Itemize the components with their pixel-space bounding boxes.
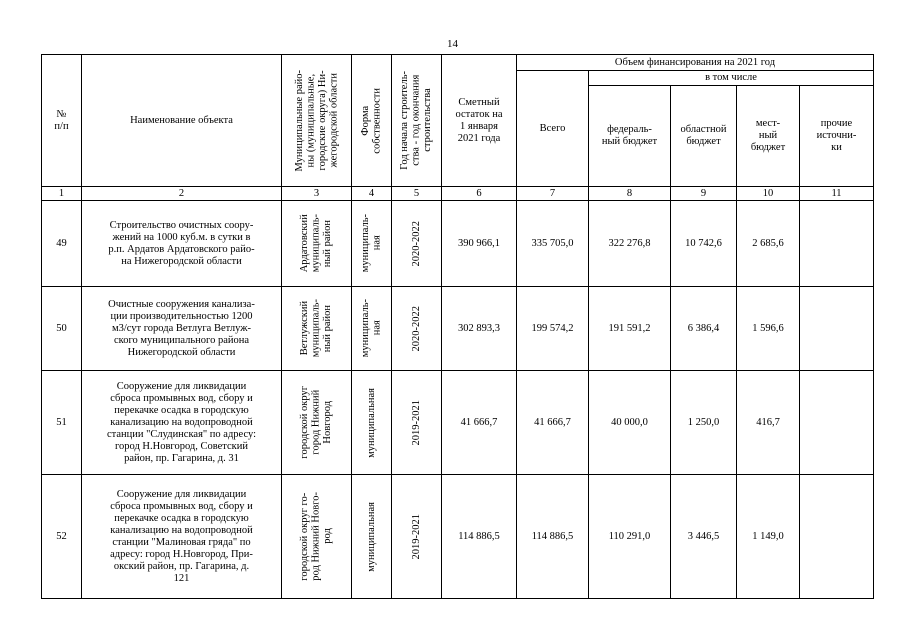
text-line: сброса промывных вод, сбору и	[110, 500, 253, 512]
text-line: 121	[173, 572, 190, 584]
text-line: город Н.Новгород, Советский	[114, 440, 249, 452]
district-cell	[282, 201, 352, 287]
text-line: ная	[371, 320, 383, 337]
text-line: Нижегородской области	[127, 346, 236, 358]
header-ownership	[352, 55, 392, 187]
column-number-9: 9	[671, 187, 737, 201]
years-cell	[392, 371, 442, 475]
text-line: Сооружение для ликвидации	[116, 488, 247, 500]
text-line: собственности	[371, 87, 383, 154]
object-name	[82, 475, 282, 599]
header-district	[282, 55, 352, 187]
text-line: ского муниципального района	[113, 334, 250, 346]
estimate-cell: 390 966,1	[442, 201, 517, 287]
ownership-cell	[352, 287, 392, 371]
district-cell	[282, 287, 352, 371]
column-number-11: 11	[800, 187, 874, 201]
total-cell: 199 574,2	[517, 287, 589, 371]
text-line: городской округ го-	[299, 492, 311, 581]
text-line: федераль-	[607, 124, 652, 135]
text-line: ства - год окончания	[410, 74, 422, 167]
text-line: станции "Слудинская" по адресу:	[106, 428, 257, 440]
column-number-2: 2	[82, 187, 282, 201]
text-line: ки	[831, 142, 842, 153]
text-line: Муниципальные райо-	[293, 69, 305, 172]
other-cell	[800, 371, 874, 475]
header-regional	[671, 86, 737, 187]
row-number: 49	[42, 201, 82, 287]
local-cell: 1 149,0	[737, 475, 800, 599]
object-name	[82, 287, 282, 371]
text-line: 2020-2022	[410, 305, 422, 352]
ownership-cell	[352, 475, 392, 599]
text-line: Строительство очистных соору-	[109, 219, 254, 231]
text-line: станции "Малиновая гряда" по	[112, 536, 251, 548]
column-number-8: 8	[589, 187, 671, 201]
text-line: Новгород	[322, 401, 334, 444]
text-line: 2019-2021	[410, 513, 422, 560]
column-number-7: 7	[517, 187, 589, 201]
text-line: Ветлужский	[299, 301, 311, 356]
ownership-cell	[352, 201, 392, 287]
district-cell	[282, 371, 352, 475]
text-line: адресу: город Н.Новгород, При-	[110, 548, 253, 560]
text-line: бюджет	[750, 142, 786, 153]
text-line: канализацию на водопроводной	[110, 524, 253, 536]
text-line: род	[322, 528, 334, 545]
text-line: остаток на	[455, 108, 503, 120]
text-line: ны (муниципальные,	[305, 73, 316, 168]
text-line: сброса промывных вод, сбору и	[110, 392, 253, 404]
column-number-5: 5	[392, 187, 442, 201]
text-line: городской округ	[299, 386, 311, 459]
text-line: ная	[371, 235, 383, 252]
text-line: м3/сут города Ветлуга Ветлуж-	[111, 322, 252, 334]
text-line: ный район	[322, 219, 334, 268]
text-line: перекачке осадка в городскую	[114, 512, 249, 524]
text-line: р.п. Ардатов Ардатовского райо-	[108, 243, 255, 255]
header-local	[737, 86, 800, 187]
object-financing-table	[41, 54, 874, 599]
text-line: ный	[758, 130, 778, 141]
object-name	[82, 201, 282, 287]
text-line: муниципаль-	[360, 214, 371, 273]
text-line: район, пр. Гагарина, д. 31	[124, 452, 239, 464]
text-line: п/п	[54, 120, 69, 132]
table-body	[42, 201, 874, 599]
text-line: Сметный	[458, 96, 500, 108]
years-cell	[392, 201, 442, 287]
row-number: 51	[42, 371, 82, 475]
total-cell: 114 886,5	[517, 475, 589, 599]
header-name: Наименование объекта	[82, 55, 282, 187]
text-line: 2020-2022	[410, 220, 422, 267]
text-line: 2021 года	[457, 132, 501, 144]
row-number: 50	[42, 287, 82, 371]
text-line: окский район, пр. Гагарина, д.	[113, 560, 250, 572]
other-cell	[800, 287, 874, 371]
local-cell: 416,7	[737, 371, 800, 475]
header-other	[800, 86, 874, 187]
text-line: источни-	[816, 130, 857, 141]
federal-cell: 322 276,8	[589, 201, 671, 287]
column-number-4: 4	[352, 187, 392, 201]
text-line: город Нижний	[310, 390, 322, 455]
ownership-cell	[352, 371, 392, 475]
regional-cell: 6 386,4	[671, 287, 737, 371]
page-number: 14	[447, 38, 458, 50]
text-line: муниципаль-	[310, 299, 322, 358]
header-estimate	[442, 55, 517, 187]
text-line: перекачке осадка в городскую	[114, 404, 249, 416]
other-cell	[800, 475, 874, 599]
header-funding-title: Объем финансирования на 2021 год	[517, 55, 874, 71]
text-line: городские округа) Ни-	[316, 70, 328, 171]
text-line: Год начала строитель-	[399, 71, 411, 170]
text-line: канализацию на водопроводной	[110, 416, 253, 428]
object-name	[82, 371, 282, 475]
text-line: Ардатовский	[299, 214, 311, 273]
column-number-6: 6	[442, 187, 517, 201]
text-line: род Нижний Новго-	[310, 492, 322, 581]
text-line: строительства	[422, 88, 434, 153]
header-years	[392, 55, 442, 187]
text-line: областной	[680, 124, 727, 135]
row-number: 52	[42, 475, 82, 599]
total-cell: 335 705,0	[517, 201, 589, 287]
text-line: Сооружение для ликвидации	[116, 380, 247, 392]
header-number	[42, 55, 82, 187]
table-row	[42, 201, 874, 287]
text-line: жегородской области	[328, 73, 339, 168]
text-line: Форма	[360, 105, 371, 136]
other-cell	[800, 201, 874, 287]
estimate-cell: 302 893,3	[442, 287, 517, 371]
text-line: муниципальная	[365, 501, 377, 572]
years-cell	[392, 287, 442, 371]
text-line: 1 января	[460, 120, 498, 132]
header-federal	[589, 86, 671, 187]
years-cell	[392, 475, 442, 599]
text-line: ный бюджет	[601, 136, 658, 147]
estimate-cell: 41 666,7	[442, 371, 517, 475]
text-line: на Нижегородской области	[121, 255, 242, 267]
district-cell	[282, 475, 352, 599]
column-number-3: 3	[282, 187, 352, 201]
regional-cell: 10 742,6	[671, 201, 737, 287]
text-line: муниципаль-	[360, 299, 371, 358]
header-total: Всего	[517, 71, 589, 187]
text-line: прочие	[820, 118, 853, 129]
text-line: №	[56, 108, 67, 120]
text-line: мест-	[755, 118, 781, 129]
estimate-cell: 114 886,5	[442, 475, 517, 599]
text-line: муниципальная	[365, 387, 377, 458]
text-line: муниципаль-	[310, 214, 322, 273]
text-line: ный район	[322, 304, 334, 353]
total-cell: 41 666,7	[517, 371, 589, 475]
text-line: жений на 1000 куб.м. в сутки в	[112, 231, 251, 243]
table-row	[42, 371, 874, 475]
table-row	[42, 475, 874, 599]
local-cell: 2 685,6	[737, 201, 800, 287]
header-including: в том числе	[589, 71, 874, 86]
federal-cell: 191 591,2	[589, 287, 671, 371]
regional-cell: 1 250,0	[671, 371, 737, 475]
column-numbers-row	[42, 187, 874, 201]
local-cell: 1 596,6	[737, 287, 800, 371]
text-line: Очистные сооружения канализа-	[108, 298, 255, 310]
text-line: 2019-2021	[410, 399, 422, 446]
column-number-1: 1	[42, 187, 82, 201]
text-line: ции производительностью 1200	[110, 310, 253, 322]
column-number-10: 10	[737, 187, 800, 201]
federal-cell: 40 000,0	[589, 371, 671, 475]
federal-cell: 110 291,0	[589, 475, 671, 599]
table-row	[42, 287, 874, 371]
regional-cell: 3 446,5	[671, 475, 737, 599]
text-line: бюджет	[686, 136, 721, 147]
